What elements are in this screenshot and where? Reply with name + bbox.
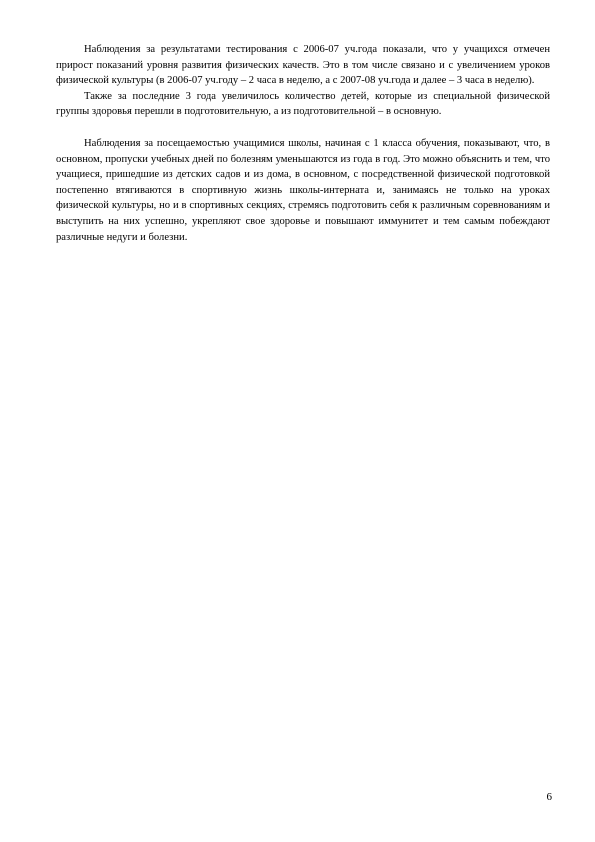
- page-body: [56, 42, 550, 245]
- paragraph-testing-results: Наблюдения за результатами тестирования с 2006-07 уч.года показали, что у учащихся отмечен прирост показаний уровня развития физических качеств. Это в том числе связано и с увеличением уроков физической культуры (в 2006-07 уч.году – 2 часа в неделю, а с 2007-08 уч.года и далее – 3 часа в неделю).: [56, 44, 550, 87]
- paragraph-spacer: [56, 120, 550, 136]
- paragraph-attendance: Наблюдения за посещаемостью учащимися школы, начиная с 1 класса обучения, показывают, что, в основном, пропуски учебных дней по болезням уменьшаются из года в год. Это можно объяснить и тем, что учащиеся, пришедшие из детских садов и из дома, в основном, с посредственной физической подготовкой постепенно втягиваются в спортивную жизнь школы-интерната и, занимаясь не только на уроках физической культуры, но и в спортивных секциях, стремясь подготовить себя к различным соревнованиям и выступить на них успешно, укрепляют свое здоровье и повышают иммунитет и тем самым побеждают различные недуги и болезни.: [56, 137, 550, 243]
- paragraph-health-groups: Также за последние 3 года увеличилось количество детей, которые из специальной физической группы здоровья перешли в подготовительную, а из подготовительной – в основную.: [56, 90, 550, 118]
- page-number: 6: [546, 791, 552, 803]
